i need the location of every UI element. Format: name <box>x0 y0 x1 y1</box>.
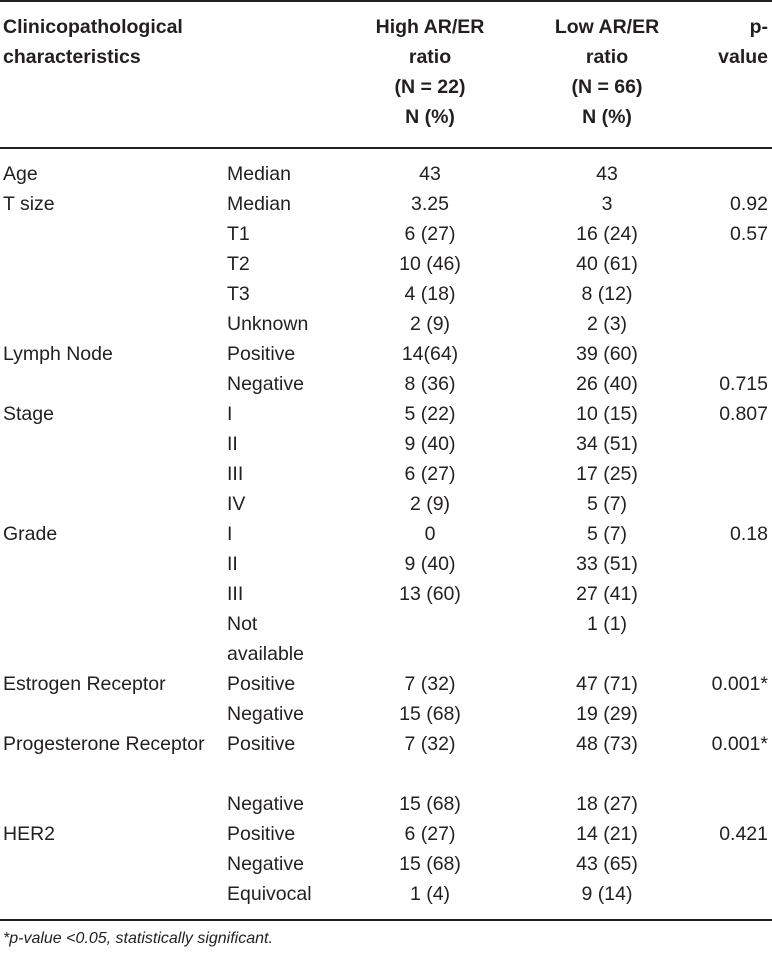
cell-high-ar-er: 9 (40) <box>404 433 456 455</box>
cell-low-ar-er: 18 (27) <box>576 793 638 815</box>
cell-high-ar-er: 14(64) <box>401 343 459 365</box>
table-header-rule <box>0 147 772 149</box>
cell-low-ar-er: 10 (15) <box>576 403 638 425</box>
cell-low-ar-er: 33 (51) <box>576 553 638 575</box>
table-row <box>0 189 772 219</box>
cell-subgroup: Negative <box>227 373 304 395</box>
cell-low-ar-er: 43 (65) <box>576 853 638 875</box>
header-high-line2: ratio <box>408 46 452 68</box>
cell-high-ar-er: 4 (18) <box>404 283 456 305</box>
cell-high-ar-er: 15 (68) <box>399 703 461 725</box>
cell-subgroup: II <box>227 433 238 455</box>
header-characteristics-line1: Clinicopathological <box>3 16 183 38</box>
header-low-line3: (N = 66) <box>571 76 643 98</box>
cell-characteristic: HER2 <box>3 823 56 845</box>
table-row <box>0 789 772 819</box>
cell-high-ar-er: 8 (36) <box>404 373 456 395</box>
table-row <box>0 279 772 309</box>
table-row <box>0 159 772 189</box>
table-row <box>0 549 772 579</box>
cell-subgroup: Equivocal <box>227 883 312 905</box>
cell-high-ar-er: 6 (27) <box>404 463 456 485</box>
header-p-value <box>696 12 768 72</box>
table-body <box>0 159 772 909</box>
header-low-line4: N (%) <box>582 106 632 128</box>
cell-subgroup: Positive <box>227 343 296 365</box>
cell-high-ar-er: 5 (22) <box>404 403 456 425</box>
cell-subgroup: Positive <box>227 823 296 845</box>
cell-subgroup: T1 <box>227 223 250 245</box>
cell-p-value: 0.001* <box>711 673 768 695</box>
cell-subgroup: I <box>227 523 233 545</box>
cell-subgroup: III <box>227 463 244 485</box>
table-row <box>0 219 772 249</box>
cell-high-ar-er: 7 (32) <box>404 673 456 695</box>
cell-subgroup: IV <box>227 493 246 515</box>
cell-low-ar-er: 17 (25) <box>576 463 638 485</box>
cell-low-ar-er: 14 (21) <box>576 823 638 845</box>
cell-subgroup: II <box>227 553 238 575</box>
cell-low-ar-er: 47 (71) <box>576 673 638 695</box>
cell-subgroup: Not available <box>227 613 304 665</box>
cell-characteristic: Stage <box>3 403 54 425</box>
cell-high-ar-er: 15 (68) <box>399 793 461 815</box>
cell-low-ar-er: 48 (73) <box>576 733 638 755</box>
cell-subgroup: III <box>227 583 244 605</box>
header-p-line1: p- <box>749 16 768 38</box>
cell-low-ar-er: 9 (14) <box>581 883 633 905</box>
cell-high-ar-er: 1 (4) <box>409 883 451 905</box>
table-footnote: *p-value <0.05, statistically significant. <box>3 930 273 947</box>
cell-characteristic: Lymph Node <box>3 343 113 365</box>
cell-subgroup: Negative <box>227 853 304 875</box>
table-row <box>0 849 772 879</box>
cell-characteristic: Progesterone Receptor <box>3 733 205 755</box>
cell-high-ar-er: 0 <box>424 523 436 545</box>
table-row <box>0 579 772 609</box>
cell-high-ar-er: 9 (40) <box>404 553 456 575</box>
cell-low-ar-er: 19 (29) <box>576 703 638 725</box>
cell-subgroup: Median <box>227 193 291 215</box>
cell-high-ar-er: 6 (27) <box>404 823 456 845</box>
cell-characteristic: Grade <box>3 523 58 545</box>
cell-characteristic: Age <box>3 163 38 185</box>
header-characteristics-line2: characteristics <box>3 46 141 68</box>
header-high-line4: N (%) <box>405 106 455 128</box>
cell-low-ar-er: 26 (40) <box>576 373 638 395</box>
header-p-line2: value <box>718 46 768 68</box>
header-low-line2: ratio <box>585 46 629 68</box>
table-row <box>0 309 772 339</box>
cell-low-ar-er: 3 <box>601 193 613 215</box>
cell-high-ar-er: 15 (68) <box>399 853 461 875</box>
cell-characteristic: Estrogen Receptor <box>3 673 166 695</box>
header-high-line3: (N = 22) <box>394 76 466 98</box>
cell-p-value: 0.57 <box>730 223 768 245</box>
table-row <box>0 819 772 849</box>
cell-p-value: 0.18 <box>730 523 768 545</box>
cell-high-ar-er: 2 (9) <box>409 313 451 335</box>
cell-low-ar-er: 8 (12) <box>581 283 633 305</box>
cell-p-value: 0.421 <box>719 823 768 845</box>
cell-subgroup: Negative <box>227 703 304 725</box>
table-row <box>0 519 772 549</box>
table-row <box>0 669 772 699</box>
header-low-ar-er <box>537 12 677 132</box>
cell-subgroup: Positive <box>227 733 296 755</box>
cell-low-ar-er: 39 (60) <box>576 343 638 365</box>
cell-low-ar-er: 16 (24) <box>576 223 638 245</box>
cell-p-value: 0.807 <box>719 403 768 425</box>
table-row <box>0 609 772 669</box>
cell-p-value: 0.715 <box>719 373 768 395</box>
table-row <box>0 249 772 279</box>
cell-subgroup: Positive <box>227 673 296 695</box>
cell-characteristic: T size <box>3 193 55 215</box>
cell-low-ar-er: 1 (1) <box>586 613 628 635</box>
table-row <box>0 429 772 459</box>
cell-high-ar-er: 2 (9) <box>409 493 451 515</box>
cell-subgroup: Negative <box>227 793 304 815</box>
cell-high-ar-er: 7 (32) <box>404 733 456 755</box>
header-high-ar-er <box>370 12 490 132</box>
header-high-line1: High AR/ER <box>375 16 485 38</box>
cell-subgroup: Unknown <box>227 313 309 335</box>
cell-p-value: 0.001* <box>711 733 768 755</box>
table-row <box>0 489 772 519</box>
header-characteristics <box>3 12 233 72</box>
header-low-line1: Low AR/ER <box>554 16 660 38</box>
cell-subgroup: I <box>227 403 233 425</box>
table-row <box>0 339 772 369</box>
table-row <box>0 369 772 399</box>
cell-high-ar-er: 43 <box>419 163 441 185</box>
cell-subgroup: Median <box>227 163 291 185</box>
table-bottom-rule <box>0 919 772 921</box>
cell-low-ar-er: 5 (7) <box>586 493 628 515</box>
cell-low-ar-er: 34 (51) <box>576 433 638 455</box>
cell-low-ar-er: 5 (7) <box>586 523 628 545</box>
cell-p-value: 0.92 <box>730 193 768 215</box>
cell-high-ar-er: 6 (27) <box>404 223 456 245</box>
cell-low-ar-er: 27 (41) <box>576 583 638 605</box>
cell-high-ar-er: 10 (46) <box>399 253 461 275</box>
cell-low-ar-er: 43 <box>596 163 618 185</box>
cell-low-ar-er: 2 (3) <box>586 313 628 335</box>
table-row <box>0 699 772 729</box>
cell-subgroup: T2 <box>227 253 250 275</box>
cell-subgroup: T3 <box>227 283 250 305</box>
table-top-rule <box>0 0 772 2</box>
table-row <box>0 879 772 909</box>
cell-high-ar-er: 3.25 <box>411 193 449 215</box>
table-row <box>0 399 772 429</box>
cell-high-ar-er: 13 (60) <box>399 583 461 605</box>
cell-low-ar-er: 40 (61) <box>576 253 638 275</box>
table-row <box>0 459 772 489</box>
table-row <box>0 729 772 789</box>
